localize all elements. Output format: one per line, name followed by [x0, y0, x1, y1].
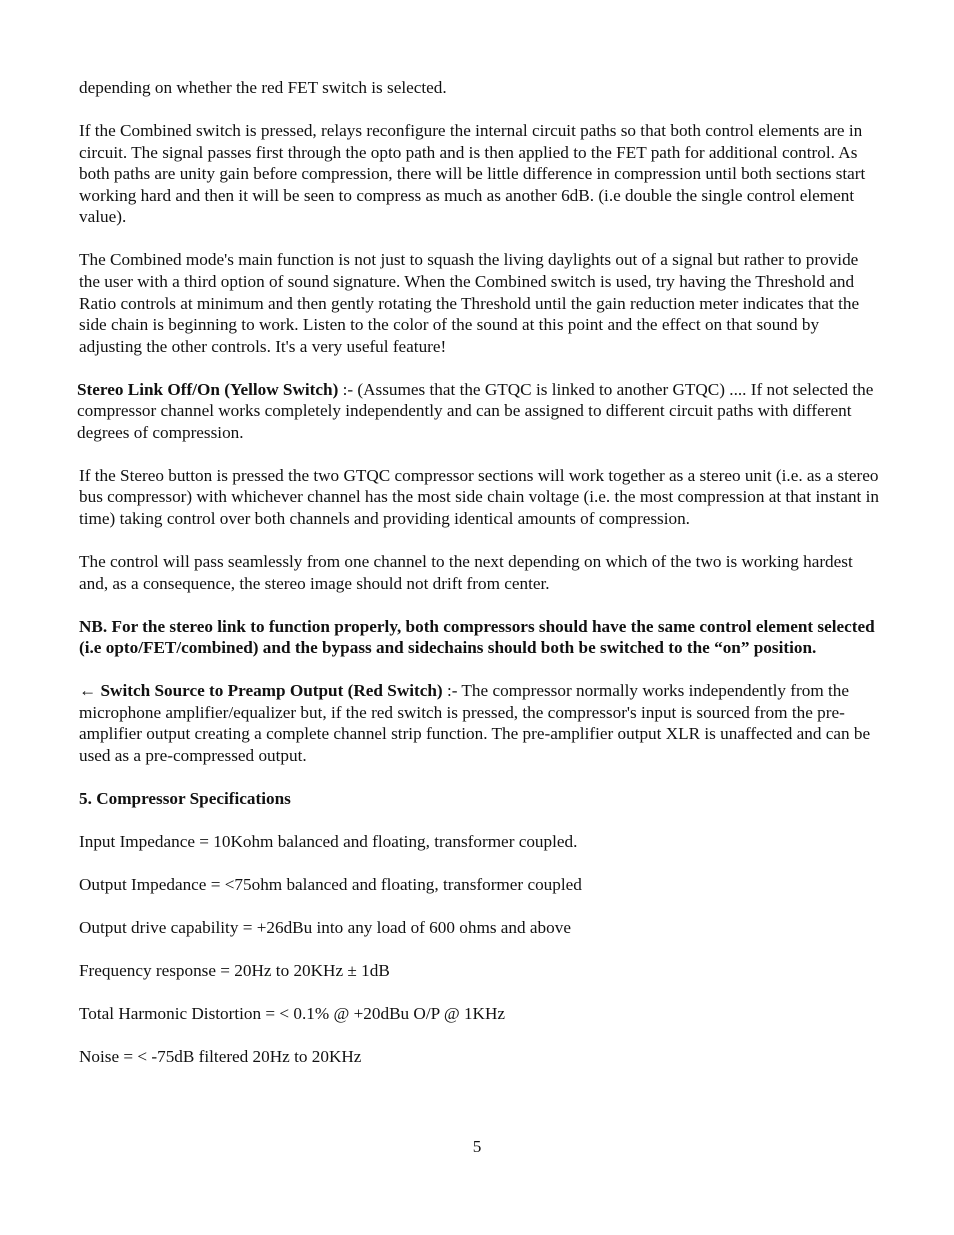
paragraph-control-pass: The control will pass seamlessly from one channel to the next depending on which of the two is working hardest and, as a consequence, the stereo image should not drift from center. [79, 552, 853, 593]
spec-input-impedance: Input Impedance = 10Kohm balanced and floating, transformer coupled. [79, 831, 578, 851]
paragraph-stereo-link [77, 379, 879, 444]
stereo-link-body: :- (Assumes that the GTQC is linked to another GTQC) .... If not selected the compressor channel works completely independently and can be assigned to different circuit paths with different degrees of compression. [77, 379, 874, 442]
paragraph-nb-note: NB. For the stereo link to function properly, both compressors should have the same control element selected (i.e opto/FET/combined) and the bypass and sidechains should both be switched to the “on” position. [79, 616, 875, 658]
paragraph-stereo-button: If the Stereo button is pressed the two GTQC compressor sections will work together as a stereo unit (i.e. as a stereo bus compressor) with whichever channel has the most side chain voltage (i.e. the most compression at that instant in time) taking control over both channels and providing identical amounts of compression. [79, 465, 879, 529]
document-page [79, 77, 879, 1089]
paragraph-switch-source [79, 680, 879, 766]
spec-frequency-response: Frequency response = 20Hz to 20KHz ± 1dB [79, 960, 390, 980]
paragraph-combined-switch: If the Combined switch is pressed, relays reconfigure the internal circuit paths so that both control elements are in circuit. The signal passes first through the opto path and is then applied to the FET path for additional control. As both paths are unity gain before compression, there will be little difference in compression until both sections start working hard and then it will be seen to compress as much as another 6dB. (i.e double the single control element value). [79, 120, 866, 227]
stereo-link-heading: Stereo Link Off/On (Yellow Switch) [77, 379, 339, 399]
left-arrow-icon: ← [79, 681, 97, 701]
spec-noise: Noise = < -75dB filtered 20Hz to 20KHz [79, 1046, 362, 1066]
paragraph-combined-mode: The Combined mode's main function is not just to squash the living daylights out of a signal but rather to provide the user with a third option of sound signature. When the Combined switch is used, try having the Threshold and Ratio controls at minimum and then gently rotating the Threshold until the gain reduction meter indicates that the side chain is beginning to work. Listen to the color of the sound at this point and the effect on that sound by adjusting the other controls. It's a very useful feature! [79, 250, 860, 356]
spec-thd: Total Harmonic Distortion = < 0.1% @ +20dBu O/P @ 1KHz [79, 1003, 506, 1023]
spec-output-impedance: Output Impedance = <75ohm balanced and floating, transformer coupled [79, 874, 582, 894]
paragraph-fet-continuation: depending on whether the red FET switch is selected. [79, 78, 447, 97]
switch-source-body: :- The compressor normally works independently from the microphone amplifier/equalizer but, if the red switch is pressed, the compressor's input is sourced from the pre-amplifier output creating a complete channel strip function. The pre-amplifier output XLR is unaffected and can be used as a pre-compressed output. [79, 681, 871, 765]
spec-output-drive: Output drive capability = +26dBu into any load of 600 ohms and above [79, 917, 571, 937]
switch-source-heading: Switch Source to Preamp Output (Red Switch) [96, 681, 443, 701]
page-number: 5 [472, 1137, 482, 1156]
section-heading-specifications: 5. Compressor Specifications [79, 788, 291, 808]
